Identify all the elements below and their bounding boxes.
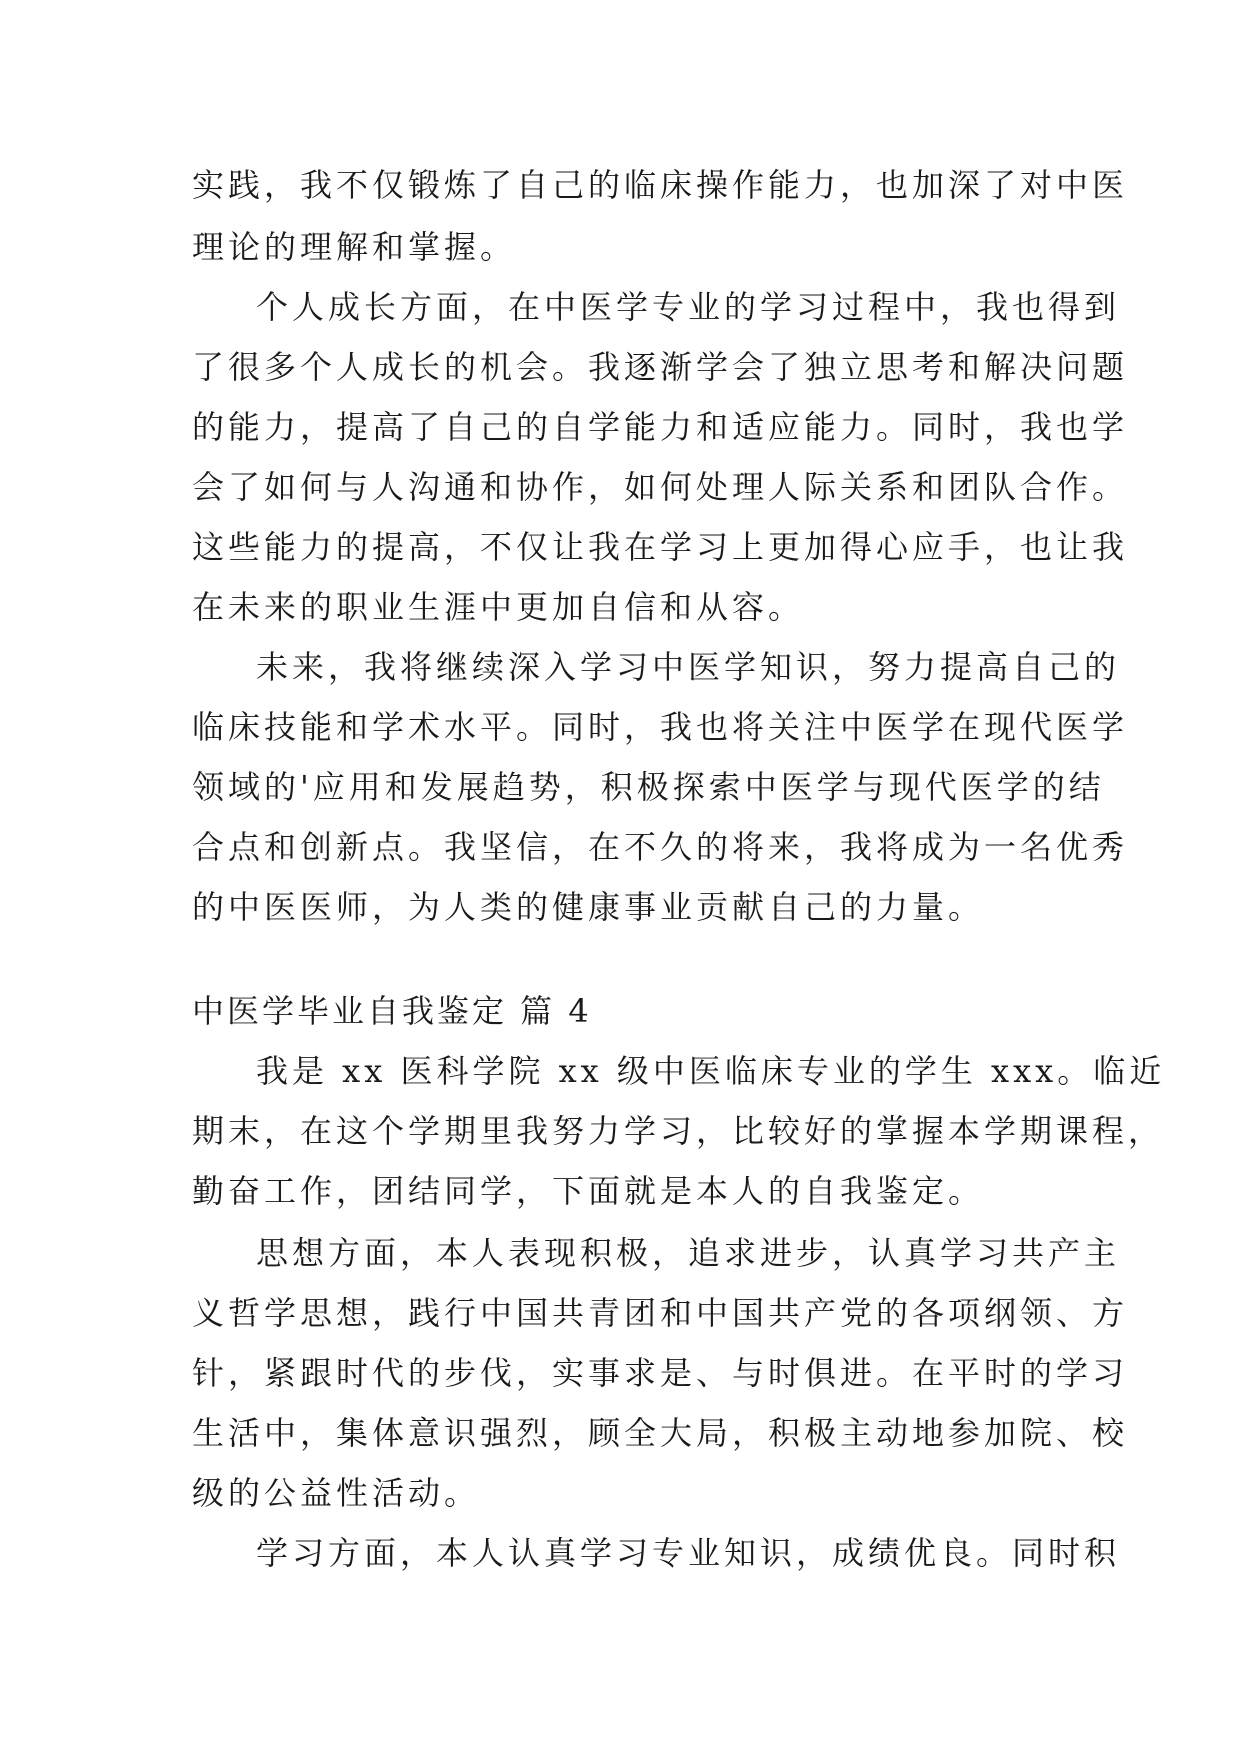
paragraph-line: 我是 xx 医科学院 xx 级中医临床专业的学生 xxx。临近 bbox=[256, 1052, 1166, 1090]
paragraph-line: 领域的'应用和发展趋势，积极探索中医学与现代医学的结 bbox=[192, 768, 1105, 806]
paragraph-line: 在未来的职业生涯中更加自信和从容。 bbox=[192, 588, 805, 626]
paragraph-line: 级的公益性活动。 bbox=[192, 1474, 481, 1512]
paragraph-line: 个人成长方面，在中医学专业的学习过程中，我也得到 bbox=[256, 288, 1121, 326]
paragraph-line: 未来，我将继续深入学习中医学知识，努力提高自己的 bbox=[256, 648, 1121, 686]
paragraph-line: 理论的理解和掌握。 bbox=[192, 228, 517, 266]
paragraph-line: 临床技能和学术水平。同时，我也将关注中医学在现代医学 bbox=[192, 708, 1129, 746]
paragraph-line: 的中医医师，为人类的健康事业贡献自己的力量。 bbox=[192, 888, 985, 926]
paragraph-line: 会了如何与人沟通和协作，如何处理人际关系和团队合作。 bbox=[192, 468, 1129, 506]
paragraph-line: 了很多个人成长的机会。我逐渐学会了独立思考和解决问题 bbox=[192, 348, 1129, 386]
section-heading: 中医学毕业自我鉴定 篇 4 bbox=[192, 992, 592, 1030]
paragraph-line: 义哲学思想，践行中国共青团和中国共产党的各项纲领、方 bbox=[192, 1294, 1129, 1332]
paragraph-line: 勤奋工作，团结同学，下面就是本人的自我鉴定。 bbox=[192, 1172, 985, 1210]
paragraph-line: 实践，我不仅锻炼了自己的临床操作能力，也加深了对中医 bbox=[192, 166, 1129, 204]
paragraph-line: 这些能力的提高，不仅让我在学习上更加得心应手，也让我 bbox=[192, 528, 1129, 566]
paragraph-line: 思想方面，本人表现积极，追求进步，认真学习共产主 bbox=[256, 1234, 1121, 1272]
paragraph-line: 生活中，集体意识强烈，顾全大局，积极主动地参加院、校 bbox=[192, 1414, 1129, 1452]
paragraph-line: 学习方面，本人认真学习专业知识，成绩优良。同时积 bbox=[256, 1534, 1121, 1572]
paragraph-line: 期末，在这个学期里我努力学习，比较好的掌握本学期课程， bbox=[192, 1112, 1165, 1150]
paragraph-line: 针，紧跟时代的步伐，实事求是、与时俱进。在平时的学习 bbox=[192, 1354, 1129, 1392]
paragraph-line: 的能力，提高了自己的自学能力和适应能力。同时，我也学 bbox=[192, 408, 1129, 446]
paragraph-line: 合点和创新点。我坚信，在不久的将来，我将成为一名优秀 bbox=[192, 828, 1129, 866]
